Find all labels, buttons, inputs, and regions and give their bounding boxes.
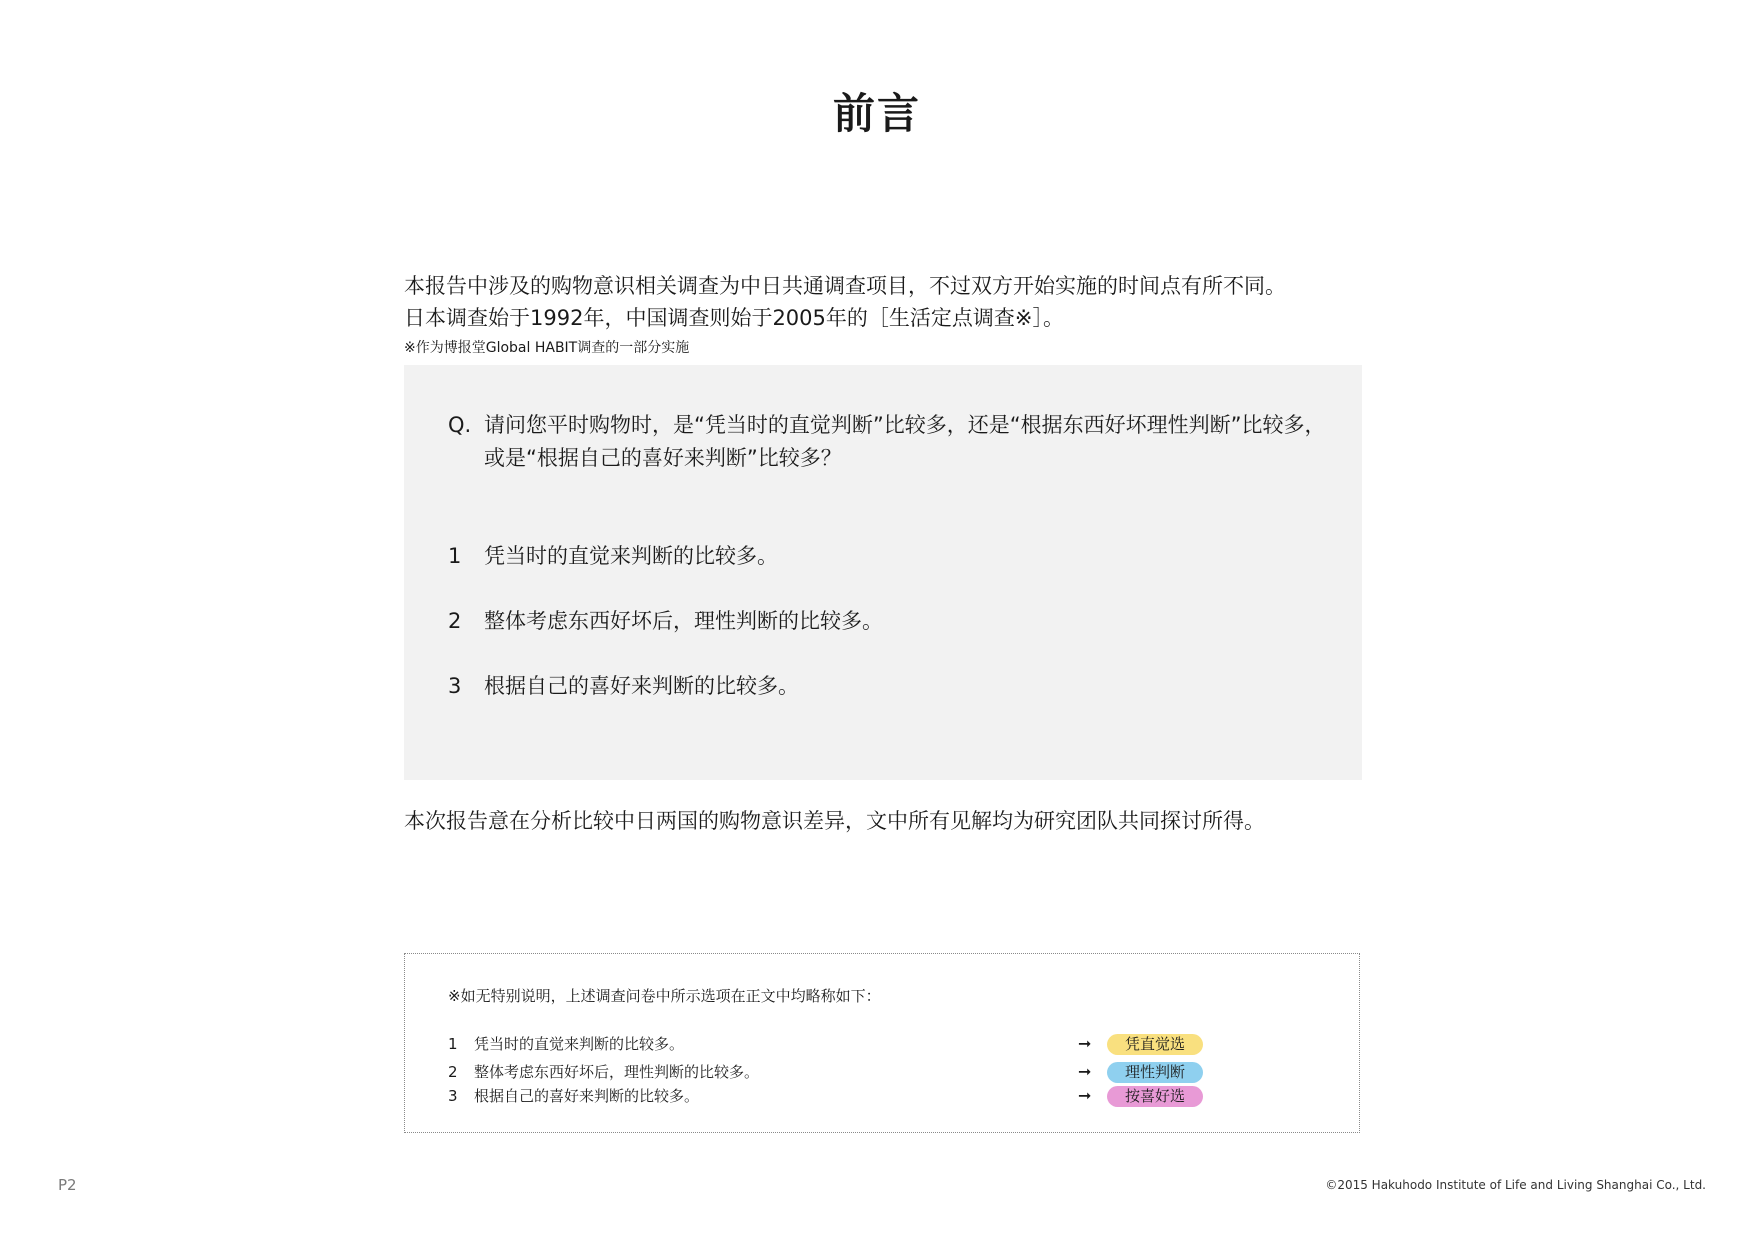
note-row-number: 3 (448, 1087, 458, 1105)
abbreviation-note-box (404, 953, 1360, 1133)
option-text: 根据自己的喜好来判断的比较多。 (484, 674, 799, 698)
arrow-right-icon: ➞ (1078, 1086, 1092, 1105)
abbreviation-tag-intuition: 凭直觉选 (1107, 1034, 1203, 1055)
closing-paragraph: 本次报告意在分析比较中日两国的购物意识差异，文中所有见解均为研究团队共同探讨所得。 (404, 809, 1265, 833)
abbreviation-tag-rational: 理性判断 (1107, 1062, 1203, 1083)
answer-option-3 (448, 671, 799, 701)
note-row-text: 整体考虑东西好坏后，理性判断的比较多。 (474, 1063, 760, 1081)
intro-paragraph (404, 270, 1384, 334)
option-number: 2 (448, 609, 462, 633)
question-line (448, 409, 1328, 475)
intro-line-1: 本报告中涉及的购物意识相关调查为中日共通调查项目，不过双方开始实施的时间点有所不同。 (404, 274, 1286, 298)
note-row-text: 根据自己的喜好来判断的比较多。 (474, 1087, 700, 1105)
abbreviation-tag-preference: 按喜好选 (1107, 1086, 1203, 1107)
note-row-number: 2 (448, 1063, 458, 1081)
page-title: 前言 (832, 89, 921, 138)
page-number: P2 (58, 1176, 77, 1194)
intro-footnote: ※作为博报堂Global HABIT调查的一部分实施 (404, 340, 690, 356)
question-text: 请问您平时购物时，是“凭当时的直觉判断”比较多，还是“根据东西好坏理性判断”比较多，或是“根据自己的喜好来判断”比较多？ (484, 413, 1326, 470)
note-heading: ※如无特别说明，上述调查问卷中所示选项在正文中均略称如下： (448, 987, 881, 1005)
note-row-text: 凭当时的直觉来判断的比较多。 (474, 1035, 685, 1053)
option-text: 整体考虑东西好坏后，理性判断的比较多。 (484, 609, 883, 633)
answer-option-1 (448, 541, 778, 571)
copyright-notice: ©2015 Hakuhodo Institute of Life and Living Shanghai Co., Ltd. (1325, 1178, 1706, 1192)
arrow-right-icon: ➞ (1078, 1062, 1092, 1081)
option-text: 凭当时的直觉来判断的比较多。 (484, 544, 778, 568)
option-number: 3 (448, 674, 462, 698)
arrow-right-icon: ➞ (1078, 1034, 1092, 1053)
answer-option-2 (448, 606, 883, 636)
option-number: 1 (448, 544, 462, 568)
note-row-3 (448, 1084, 1328, 1108)
question-box (404, 365, 1362, 780)
note-row-number: 1 (448, 1035, 458, 1053)
question-mark: Q. (448, 413, 472, 437)
intro-line-2: 日本调查始于1992年，中国调查则始于2005年的［生活定点调查※］。 (404, 306, 1064, 330)
note-row-2 (448, 1060, 1328, 1084)
note-row-1 (448, 1032, 1328, 1056)
